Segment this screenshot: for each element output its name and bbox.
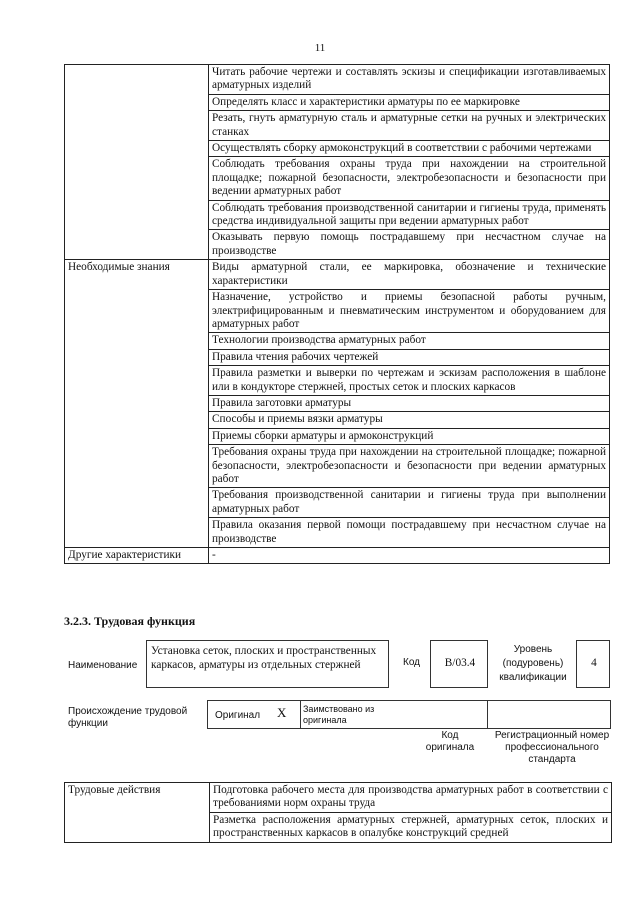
knowledge-item: Способы и приемы вязки арматуры [209, 412, 610, 428]
knowledge-label: Необходимые знания [65, 260, 209, 548]
level-label: Уровень (подуровень) квалификации [499, 644, 567, 683]
original-mark: X [277, 705, 287, 720]
skill-item: Соблюдать требования охраны труда при нахождении на строительной площадке; пожарной безопасности, электробезопасности и безопасности при ведении арматурных работ [209, 157, 610, 200]
origin-box [207, 700, 611, 729]
knowledge-item: Правила чтения рабочих чертежей [209, 349, 610, 365]
code-label: Код [403, 657, 421, 668]
name-box [146, 640, 389, 688]
action-item: Разметка расположения арматурных стержней, арматурных сеток, плоских и пространственных каркасов в опалубке конструкций средней [210, 812, 612, 842]
knowledge-item: Виды арматурной стали, ее маркировка, обозначение и технические характеристики [209, 260, 610, 290]
other-label: Другие характеристики [65, 548, 209, 564]
page-number: 11 [314, 42, 326, 54]
knowledge-item: Правила оказания первой помощи пострадавшему при несчастном случае на производстве [209, 518, 610, 548]
knowledge-item: Требования производственной санитарии и гигиены труда при выполнении арматурных работ [209, 488, 610, 518]
knowledge-item: Требования охраны труда при нахождении на строительной площадке; пожарной безопасности, электробезопасности и безопасности при ведении арматурных работ [209, 445, 610, 488]
table-row [65, 783, 612, 813]
table-row [65, 548, 610, 564]
skill-item: Соблюдать требования производственной санитарии и гигиены труда, применять средства индивидуальной защиты при ведении арматурных работ [209, 200, 610, 230]
level-box [576, 640, 610, 688]
action-item: Подготовка рабочего места для производства арматурных работ в соответствии с требованиями норм охраны труда [210, 783, 612, 813]
skill-item: Определять класс и характеристики арматуры по ее маркировке [209, 94, 610, 110]
table-row [65, 65, 610, 95]
code-original-label: Код оригинала [425, 730, 475, 753]
origin-divider [300, 701, 301, 728]
code-box [430, 640, 488, 688]
knowledge-item: Правила разметки и выверки по чертежам и эскизам расположения в шаблоне или в кондукторе стержней, простых сеток и плоских каркасов [209, 366, 610, 396]
knowledge-item: Технологии производства арматурных работ [209, 333, 610, 349]
origin-divider [487, 701, 488, 728]
borrowed-label: Заимствовано из оригинала [303, 704, 375, 725]
other-value: - [209, 548, 610, 564]
requirements-table [64, 64, 610, 564]
actions-table [64, 782, 612, 843]
table-row [65, 260, 610, 290]
original-label: Оригинал [215, 710, 261, 721]
origin-label: Происхождение трудовой функции [68, 706, 188, 729]
knowledge-item: Правила заготовки арматуры [209, 395, 610, 411]
knowledge-item: Приемы сборки арматуры и армоконструкций [209, 428, 610, 444]
skill-item: Осуществлять сборку армоконструкций в соответствии с рабочими чертежами [209, 141, 610, 157]
skill-item: Резать, гнуть арматурную сталь и арматурные сетки на ручных и электрических станках [209, 111, 610, 141]
skill-item: Читать рабочие чертежи и составлять эскизы и спецификации изготавливаемых арматурных изделий [209, 65, 610, 95]
knowledge-item: Назначение, устройство и приемы безопасной работы ручным, электрифицированным и пневматическим инструментом и оборудованием для арматурных работ [209, 290, 610, 333]
actions-label: Трудовые действия [65, 783, 210, 843]
function-name: Установка сеток, плоских и пространственных каркасов, арматуры из отдельных стержней [151, 645, 377, 671]
skill-item: Оказывать первую помощь пострадавшему при несчастном случае на производстве [209, 230, 610, 260]
function-code: В/03.4 [444, 657, 476, 669]
skills-label-cell [65, 65, 209, 260]
section-title: 3.2.3. Трудовая функция [64, 614, 196, 628]
level-value: 4 [591, 657, 597, 669]
name-label: Наименование [68, 660, 138, 671]
reg-number-label: Регистрационный номер профессионального стандарта [494, 730, 610, 765]
